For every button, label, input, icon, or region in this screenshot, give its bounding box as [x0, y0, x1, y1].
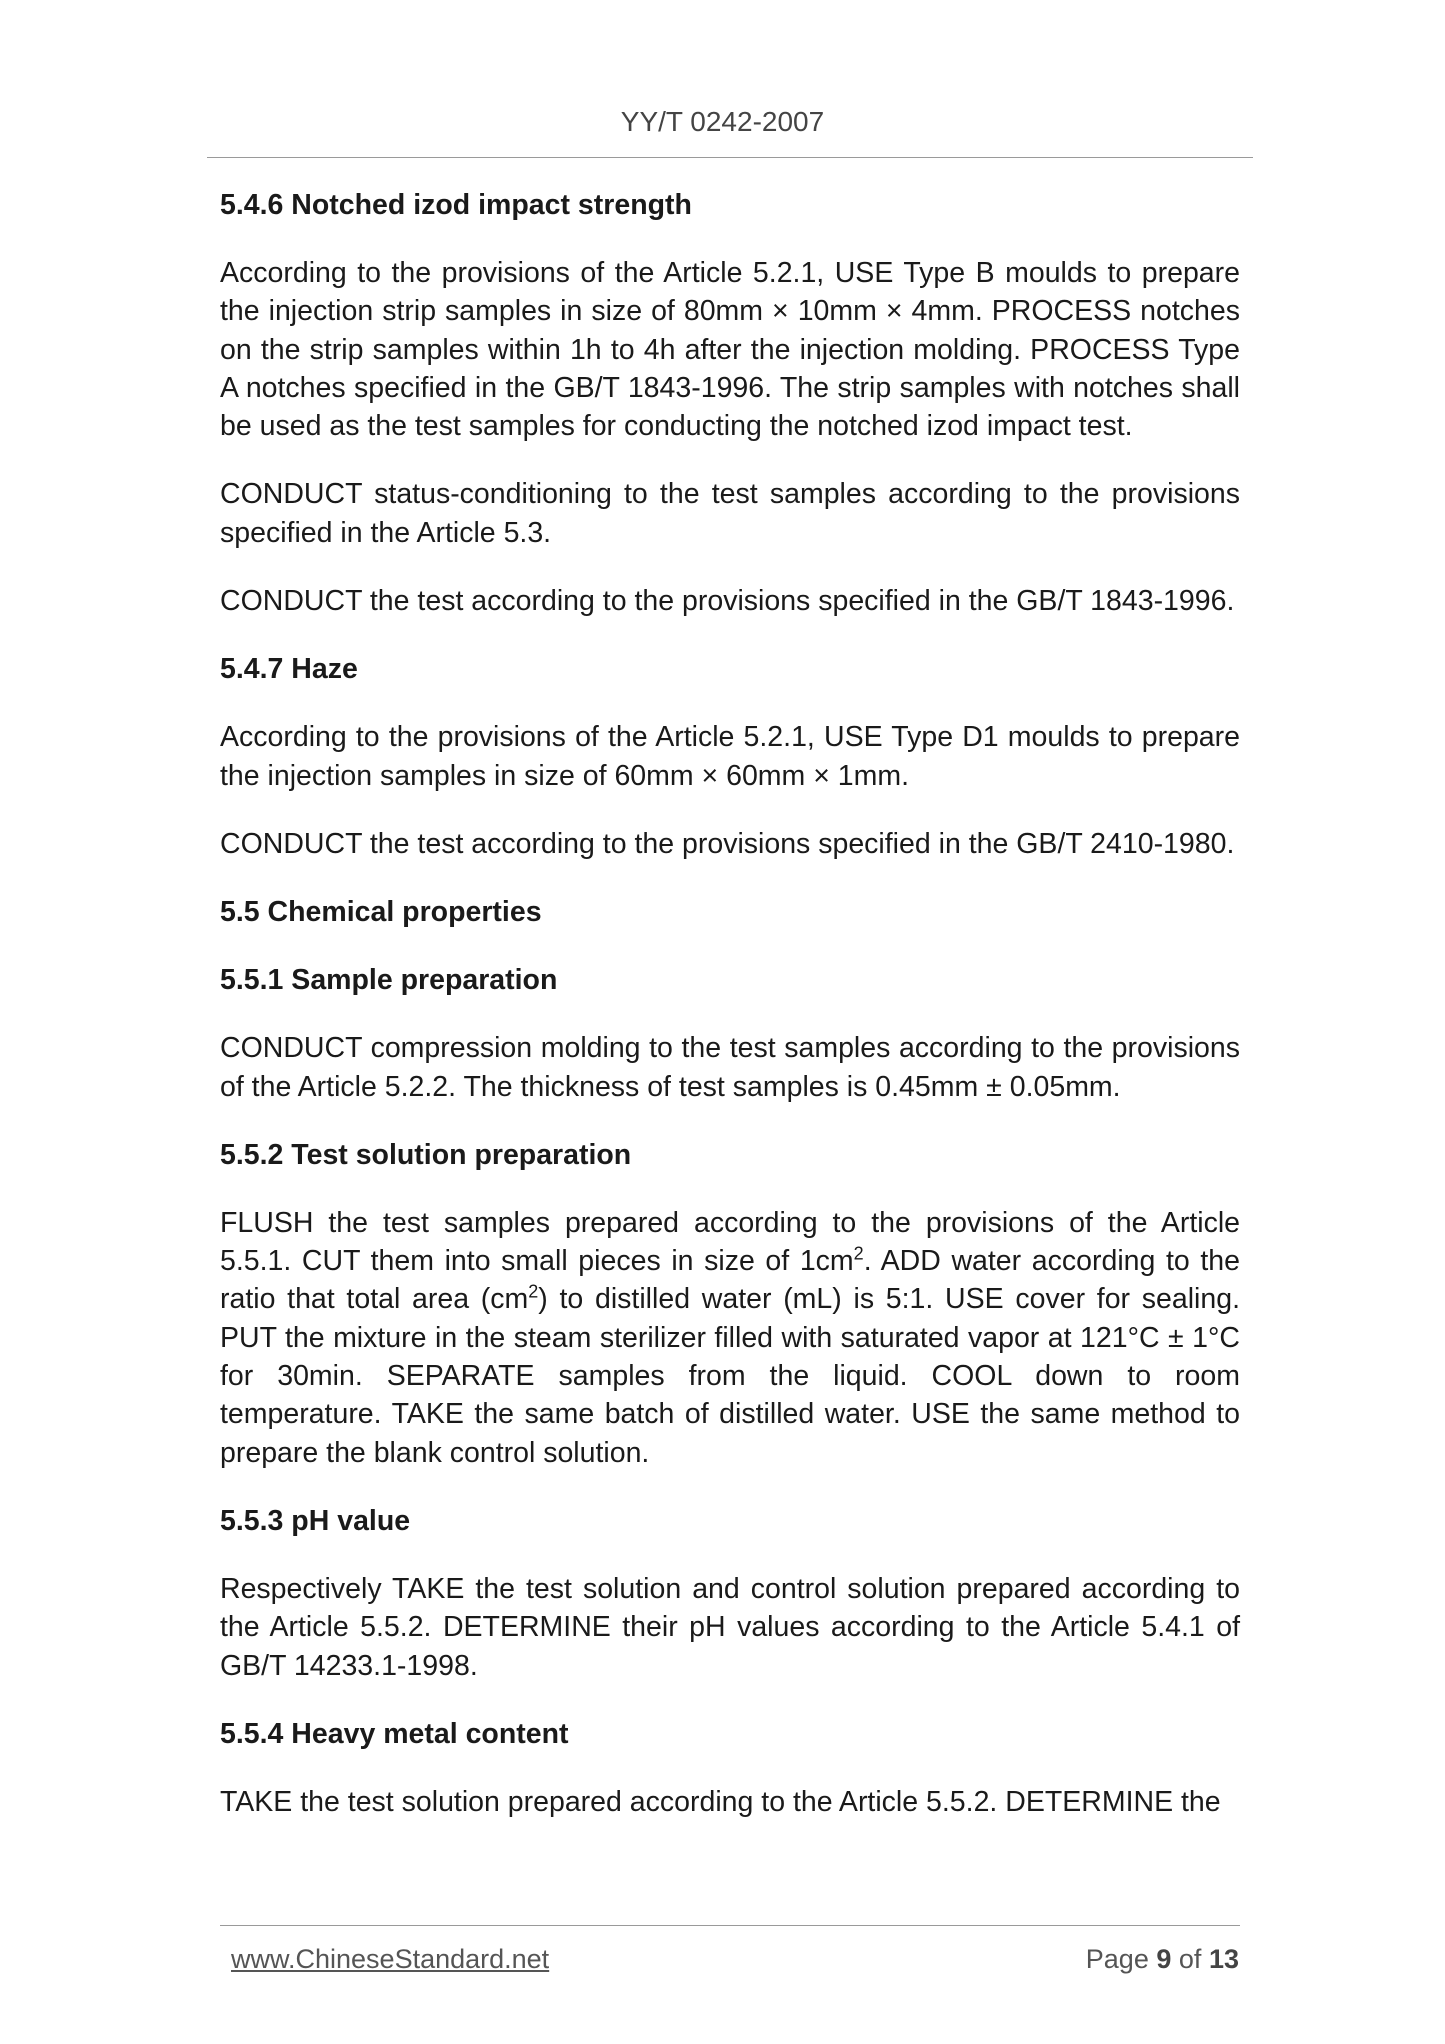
paragraph — [220, 1204, 1240, 1472]
superscript: 2 — [528, 1281, 539, 1302]
section-heading-5-5-1: 5.5.1 Sample preparation — [220, 964, 558, 997]
page-total: 13 — [1208, 1944, 1239, 1974]
section-heading-5-5-4: 5.5.4 Heavy metal content — [220, 1717, 569, 1750]
section-heading-5-5-2: 5.5.2 Test solution preparation — [220, 1138, 632, 1171]
text-span: FLUSH the test samples prepared according to the provisions of the Article 5.5.1. CUT them into small pieces in size of 1cm — [220, 1206, 1240, 1278]
section-heading-5-4-6: 5.4.6 Notched izod impact strength — [220, 189, 692, 221]
paragraph: CONDUCT the test according to the provisions specified in the GB/T 2410-1980. — [220, 827, 1235, 860]
page-of-label: of — [1178, 1944, 1202, 1974]
paragraph: According to the provisions of the Article 5.2.1, USE Type B moulds to prepare the injection strip samples in size of 80mm × 10mm × 4mm. PROCESS notches on the strip samples within 1h to 4h after the injection molding. PROCESS Type A notches specified in the GB/T 1843-1996. The strip samples with notches shall be used as the test samples for conducting the notched izod impact test. — [220, 257, 1240, 443]
page-indicator — [1086, 1944, 1239, 1975]
text-span: ) to distilled water (mL) is 5:1. USE cover for sealing. PUT the mixture in the steam sterilizer filled with saturated vapor at 121°C ± 1°C for 30min. SEPARATE samples from the liquid. COOL down to room temperature. TAKE the same batch of distilled water. USE the same method to prepare the blank control solution. — [220, 1283, 1241, 1469]
paragraph: According to the provisions of the Article 5.2.1, USE Type D1 moulds to prepare the injection samples in size of 60mm × 60mm × 1mm. — [220, 721, 1240, 792]
paragraph: Respectively TAKE the test solution and control solution prepared according to the Article 5.5.2. DETERMINE their pH values according to the Article 5.4.1 of GB/T 14233.1-1998. — [220, 1572, 1240, 1682]
section-heading-5-5: 5.5 Chemical properties — [220, 896, 542, 929]
footer-divider — [220, 1925, 1240, 1926]
section-heading-5-4-7: 5.4.7 Haze — [220, 653, 358, 686]
website-link[interactable]: www.ChineseStandard.net — [231, 1944, 550, 1974]
paragraph: CONDUCT compression molding to the test samples according to the provisions of the Article 5.2.2. The thickness of test samples is 0.45mm ± 0.05mm. — [220, 1032, 1240, 1103]
paragraph: TAKE the test solution prepared according to the Article 5.5.2. DETERMINE the — [220, 1785, 1221, 1818]
superscript: 2 — [853, 1243, 864, 1264]
paragraph: CONDUCT the test according to the provisions specified in the GB/T 1843-1996. — [220, 585, 1235, 618]
page-content — [220, 186, 1240, 1851]
page-label: Page — [1085, 1944, 1149, 1974]
header-divider — [207, 157, 1253, 158]
document-code: YY/T 0242-2007 — [620, 106, 825, 137]
page-number: 9 — [1156, 1944, 1172, 1974]
paragraph: CONDUCT status-conditioning to the test samples according to the provisions specified in the Article 5.3. — [220, 478, 1240, 549]
text-span: . ADD water according to the ratio that total area (cm — [220, 1245, 1240, 1316]
section-heading-5-5-3: 5.5.3 pH value — [220, 1504, 411, 1537]
